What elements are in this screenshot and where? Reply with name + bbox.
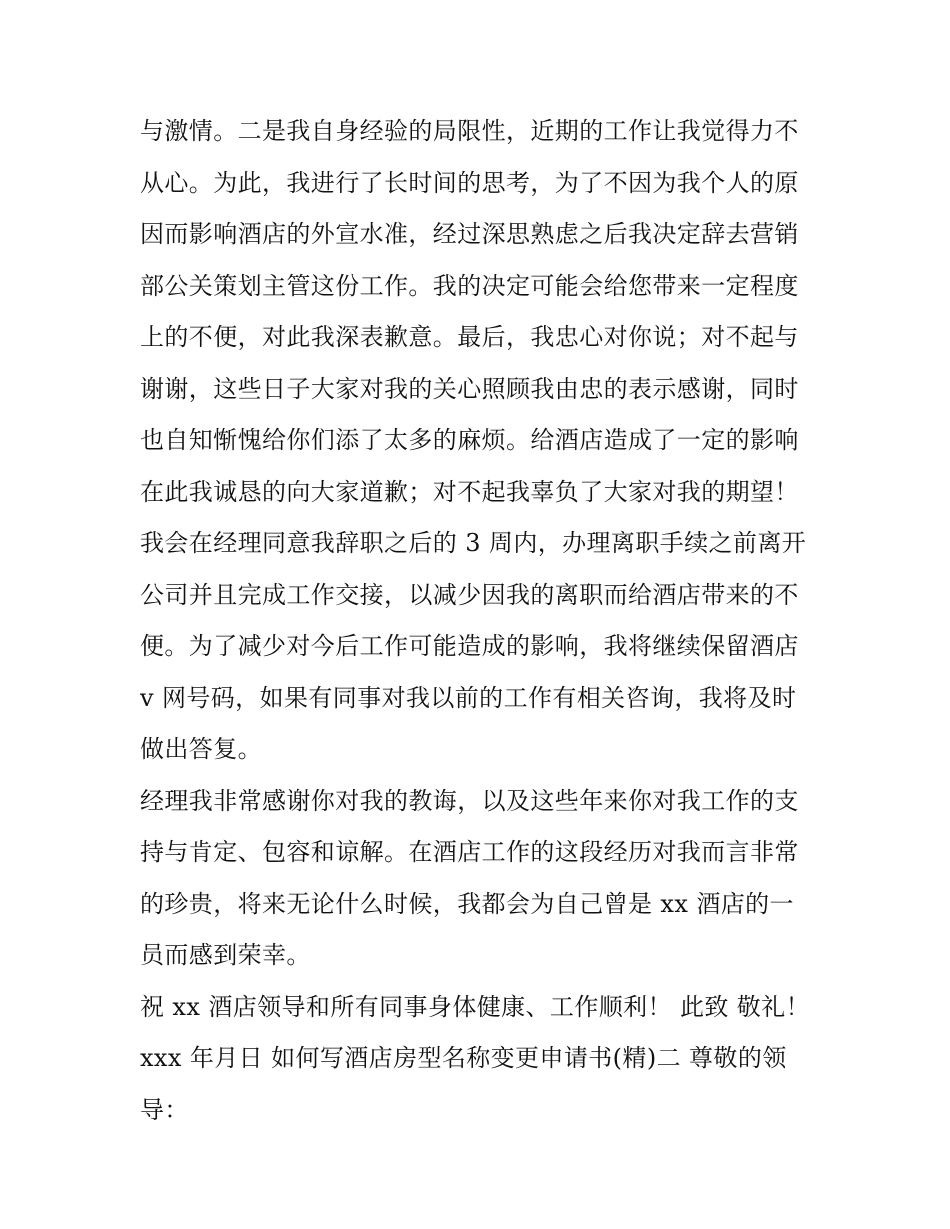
text-line: 我会在经理同意我辞职之后的 3 周内，办理离职手续之前离开 bbox=[140, 529, 807, 557]
text-line: 导： bbox=[140, 1095, 189, 1124]
text-line: 的珍贵，将来无论什么时候，我都会为自己曾是 xx 酒店的一 bbox=[140, 889, 794, 918]
text-line: v 网号码，如果有同事对我以前的工作有相关咨询，我将及时 bbox=[140, 683, 797, 712]
text-line: 因而影响酒店的外宣水准，经过深思熟虑之后我决定辞去营销 bbox=[140, 220, 799, 248]
text-line: 上的不便，对此我深表歉意。最后，我忠心对你说；对不起与 bbox=[140, 323, 799, 351]
text-line: 与激情。二是我自身经验的局限性，近期的工作让我觉得力不 bbox=[140, 117, 799, 145]
text-line: 持与肯定、包容和谅解。在酒店工作的这段经历对我而言非常 bbox=[140, 838, 799, 866]
text-line: 员而感到荣幸。 bbox=[140, 941, 311, 969]
text-line: 在此我诚恳的向大家道歉；对不起我辜负了大家对我的期望！ bbox=[140, 477, 799, 506]
text-line: 祝 xx 酒店领导和所有同事身体健康、工作顺利！ 此致 敬礼！ bbox=[140, 992, 810, 1021]
text-line: 从心。为此，我进行了长时间的思考，为了不因为我个人的原 bbox=[140, 168, 799, 197]
text-line: 便。为了减少对今后工作可能造成的影响，我将继续保留酒店 bbox=[140, 632, 799, 660]
document-body bbox=[140, 106, 820, 1136]
text-line: 谢谢，这些日子大家对我的关心照顾我由忠的表示感谢，同时 bbox=[140, 374, 799, 403]
text-line: 公司并且完成工作交接，以减少因我的离职而给酒店带来的不 bbox=[140, 580, 799, 609]
text-line: 部公关策划主管这份工作。我的决定可能会给您带来一定程度 bbox=[140, 271, 799, 300]
text-line: 做出答复。 bbox=[140, 735, 262, 763]
text-line: 也自知惭愧给你们添了太多的麻烦。给酒店造成了一定的影响 bbox=[140, 426, 799, 454]
text-line: 经理我非常感谢你对我的教诲，以及这些年来你对我工作的支 bbox=[140, 786, 799, 815]
text-line: xxx 年月日 如何写酒店房型名称变更申请书(精)二 尊敬的领 bbox=[140, 1044, 787, 1072]
